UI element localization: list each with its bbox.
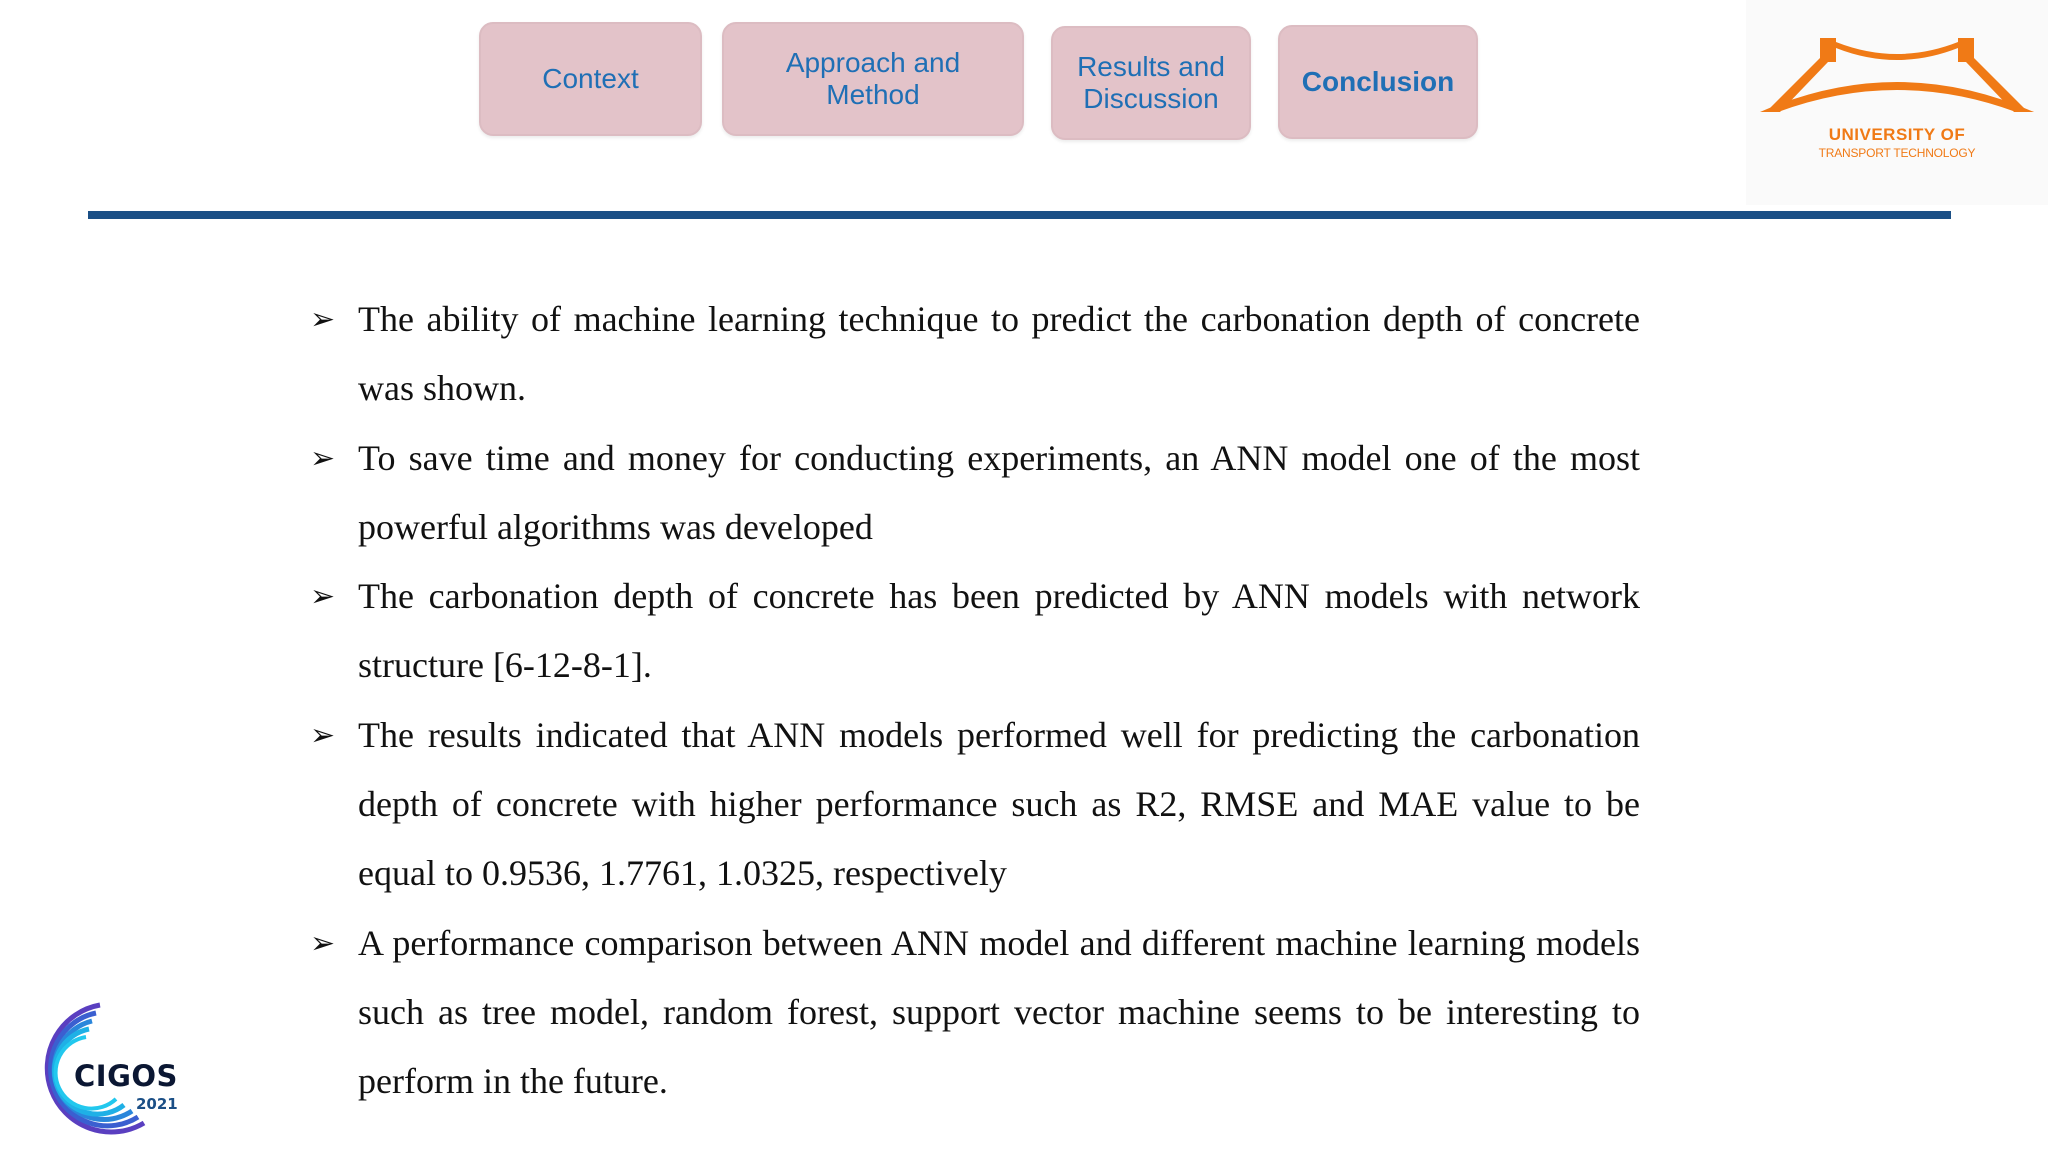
- bullet-item: [310, 424, 1640, 563]
- tab-context[interactable]: Context: [479, 22, 702, 136]
- bullet-text: To save time and money for conducting experiments, an ANN model one of the most powerful algorithms was developed: [358, 437, 1640, 547]
- university-logo: [1746, 0, 2048, 205]
- conclusion-bullet-list: [310, 285, 1640, 1117]
- bullet-item: [310, 562, 1640, 701]
- cigos-year: 2021: [136, 1095, 178, 1113]
- arrowhead-bullet-icon: ➢: [310, 579, 336, 615]
- tab-conclusion[interactable]: Conclusion: [1278, 25, 1478, 139]
- bullet-item: [310, 285, 1640, 424]
- arrowhead-bullet-icon: ➢: [310, 717, 336, 753]
- bullet-text: A performance comparison between ANN model and different machine learning models such as tree model, random forest, support vector machine seems to be interesting to perform in the future.: [358, 922, 1640, 1102]
- header-divider: [88, 211, 1951, 219]
- bullet-item: [310, 701, 1640, 909]
- logo-text-university: UNIVERSITY OF: [1828, 125, 1966, 144]
- arrowhead-bullet-icon: ➢: [310, 302, 336, 337]
- cigos-logo: [12, 995, 192, 1145]
- tab-approach-and-method[interactable]: Approach and Method: [722, 22, 1024, 136]
- logo-text-transport-technology: TRANSPORT TECHNOLOGY: [1818, 146, 1976, 160]
- arrowhead-bullet-icon: ➢: [310, 925, 336, 961]
- tab-results-and-discussion[interactable]: Results and Discussion: [1051, 26, 1251, 140]
- university-bridge-logo-icon: [1746, 0, 2048, 125]
- cigos-name: CIGOS: [74, 1059, 178, 1093]
- bullet-item: [310, 909, 1640, 1117]
- bullet-text: The carbonation depth of concrete has been predicted by ANN models with network structure [6-12-8-1].: [358, 576, 1640, 686]
- bullet-text: The ability of machine learning technique to predict the carbonation depth of concrete was shown.: [358, 299, 1640, 409]
- arrowhead-bullet-icon: ➢: [310, 440, 336, 476]
- bullet-text: The results indicated that ANN models performed well for predicting the carbonation depth of concrete with higher performance such as R2, RMSE and MAE value to be equal to 0.9536, 1.7761, 1.0325, respectively: [358, 714, 1640, 894]
